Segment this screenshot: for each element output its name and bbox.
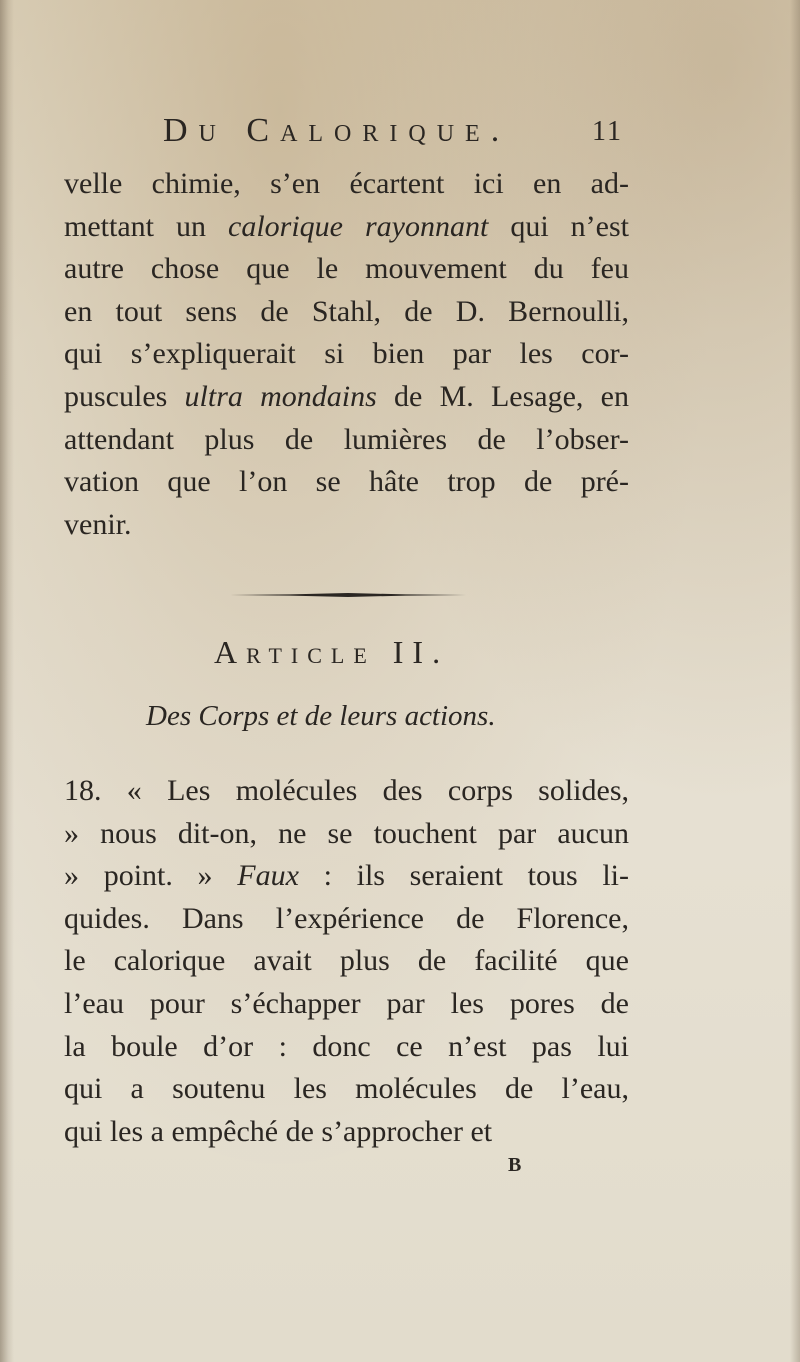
text-run: 18. « Les molécules des corps solides, [64, 774, 629, 807]
running-head-title: Du Calorique. [163, 112, 511, 149]
text-run: » nous dit-on, ne se touchent par aucun [64, 816, 629, 850]
text-line [64, 461, 629, 504]
running-head [163, 112, 623, 158]
page-number: 11 [592, 116, 623, 147]
text-run: » point. » [64, 859, 238, 893]
text-run: de M. Lesage, en [376, 379, 629, 413]
text-run: mettant un [64, 209, 228, 243]
text-run: attendant plus de lumières de l’obser- [64, 422, 629, 456]
article-heading: Article II. [214, 634, 450, 670]
text-run: puscules [64, 379, 185, 413]
text-line [64, 813, 629, 856]
text-run: venir. [64, 507, 132, 541]
text-line [64, 206, 629, 249]
text-line [64, 163, 629, 206]
text-line [64, 940, 629, 983]
text-run: la boule d’or : donc ce n’est pas lui [64, 1029, 629, 1063]
text-line [64, 419, 629, 462]
text-line [64, 770, 629, 813]
text-line [64, 1026, 629, 1069]
text-run: qui a soutenu les molécules de l’eau, [64, 1072, 629, 1106]
text-run: velle chimie, s’en écartent ici en ad- [64, 167, 629, 200]
page-edge-shadow [790, 0, 800, 1362]
text-line [64, 248, 629, 291]
paragraph-1 [64, 163, 629, 546]
italic-phrase: ultra mondains [184, 379, 377, 413]
text-run: vation que l’on se hâte trop de pré- [64, 465, 629, 499]
text-line [64, 983, 629, 1026]
text-line [64, 333, 629, 376]
text-line [64, 504, 629, 547]
text-run: qui les a empêché de s’approcher et [64, 1114, 493, 1148]
text-run: qui s’expliquerait si bien par les cor- [64, 337, 629, 371]
signature-mark: B [508, 1154, 522, 1176]
italic-phrase: Faux [237, 859, 299, 893]
text-run: l’eau pour s’échapper par les pores de [64, 986, 629, 1020]
text-line [64, 376, 629, 419]
text-run: : ils seraient tous li- [298, 859, 629, 893]
text-line [64, 1068, 629, 1111]
text-run: quides. Dans l’expérience de Florence, [64, 901, 629, 935]
text-line [64, 898, 629, 941]
text-line [64, 1111, 629, 1154]
text-run: autre chose que le mouvement du feu [64, 252, 629, 286]
article-subtitle: Des Corps et de leurs actions. [146, 700, 496, 732]
text-line [64, 291, 629, 334]
text-line [64, 855, 629, 898]
italic-phrase: calorique rayonnant [228, 209, 489, 243]
text-run: le calorique avait plus de facilité que [64, 944, 629, 978]
text-run: en tout sens de Stahl, de D. Bernoulli, [64, 294, 629, 328]
section-rule [230, 592, 466, 598]
paragraph-2 [64, 770, 629, 1153]
page-gutter-shadow [0, 0, 14, 1362]
text-run: qui n’est [488, 209, 629, 243]
